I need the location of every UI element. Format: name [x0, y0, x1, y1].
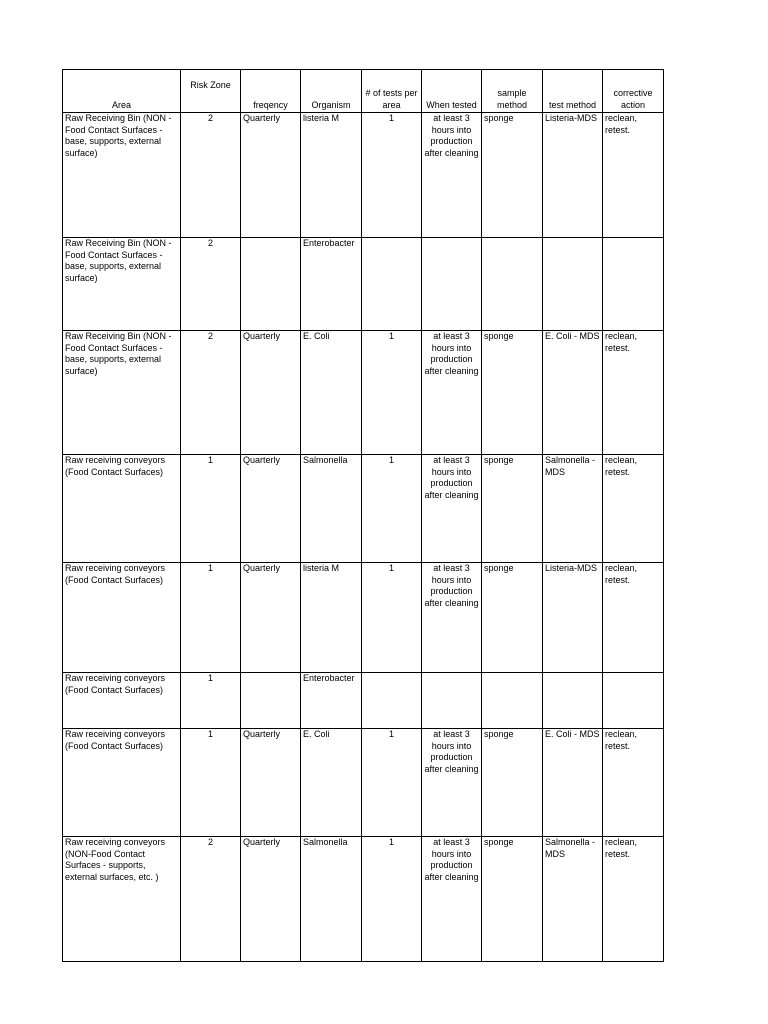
frequency-cell: Quarterly: [241, 837, 301, 962]
header-sample-method: sample method: [482, 70, 543, 113]
tests-cell: 1: [362, 455, 422, 563]
organism-cell: E. Coli: [301, 729, 362, 837]
test-method-cell: Listeria-MDS: [543, 563, 603, 673]
area-cell: Raw receiving conveyors (Food Contact Surfaces): [63, 729, 181, 837]
when-tested-cell: [422, 673, 482, 729]
corrective-action-cell: reclean, retest.: [603, 455, 664, 563]
sample-method-cell: sponge: [482, 563, 543, 673]
area-cell: Raw receiving conveyors (Food Contact Surfaces): [63, 673, 181, 729]
header-area: Area: [63, 70, 181, 113]
tests-cell: 1: [362, 113, 422, 238]
organism-cell: E. Coli: [301, 331, 362, 455]
table-row: [63, 673, 664, 729]
organism-cell: listeria M: [301, 113, 362, 238]
tests-cell: 1: [362, 837, 422, 962]
header-tests-per-area: # of tests per area: [362, 70, 422, 113]
when-tested-cell: at least 3 hours into production after cleaning: [422, 729, 482, 837]
table-row: [63, 563, 664, 673]
organism-cell: Enterobacter: [301, 238, 362, 331]
when-tested-cell: at least 3 hours into production after cleaning: [422, 563, 482, 673]
header-corrective-action: corrective action: [603, 70, 664, 113]
area-cell: Raw Receiving Bin (NON -Food Contact Surfaces - base, supports, external surface): [63, 113, 181, 238]
table-row: [63, 837, 664, 962]
area-cell: Raw receiving conveyors (NON-Food Contact Surfaces - supports, external surfaces, etc. ): [63, 837, 181, 962]
when-tested-cell: [422, 238, 482, 331]
risk-zone-cell: 2: [181, 837, 241, 962]
area-cell: Raw Receiving Bin (NON -Food Contact Surfaces - base, supports, external surface): [63, 331, 181, 455]
test-method-cell: [543, 238, 603, 331]
frequency-cell: Quarterly: [241, 563, 301, 673]
tests-cell: 1: [362, 563, 422, 673]
when-tested-cell: at least 3 hours into production after cleaning: [422, 113, 482, 238]
organism-cell: Salmonella: [301, 837, 362, 962]
area-cell: Raw Receiving Bin (NON -Food Contact Surfaces - base, supports, external surface): [63, 238, 181, 331]
corrective-action-cell: [603, 238, 664, 331]
header-frequency: freqency: [241, 70, 301, 113]
organism-cell: Enterobacter: [301, 673, 362, 729]
tests-cell: 1: [362, 331, 422, 455]
sample-method-cell: sponge: [482, 331, 543, 455]
sample-method-cell: [482, 673, 543, 729]
corrective-action-cell: reclean, retest.: [603, 837, 664, 962]
risk-zone-cell: 2: [181, 113, 241, 238]
table-row: [63, 113, 664, 238]
table-row: [63, 238, 664, 331]
header-test-method: test method: [543, 70, 603, 113]
table-row: [63, 455, 664, 563]
sample-method-cell: sponge: [482, 837, 543, 962]
sample-method-cell: sponge: [482, 729, 543, 837]
corrective-action-cell: [603, 673, 664, 729]
test-method-cell: E. Coli - MDS: [543, 729, 603, 837]
header-row: [63, 70, 664, 113]
sample-method-cell: sponge: [482, 455, 543, 563]
test-method-cell: [543, 673, 603, 729]
when-tested-cell: at least 3 hours into production after cleaning: [422, 837, 482, 962]
table-row: [63, 729, 664, 837]
tests-cell: [362, 673, 422, 729]
test-method-cell: Salmonella - MDS: [543, 837, 603, 962]
frequency-cell: Quarterly: [241, 729, 301, 837]
organism-cell: Salmonella: [301, 455, 362, 563]
area-cell: Raw receiving conveyors (Food Contact Surfaces): [63, 563, 181, 673]
frequency-cell: Quarterly: [241, 455, 301, 563]
risk-zone-cell: 2: [181, 238, 241, 331]
frequency-cell: [241, 673, 301, 729]
sampling-plan-table: [62, 69, 664, 962]
corrective-action-cell: reclean, retest.: [603, 563, 664, 673]
frequency-cell: Quarterly: [241, 331, 301, 455]
frequency-cell: [241, 238, 301, 331]
sample-method-cell: sponge: [482, 113, 543, 238]
organism-cell: listeria M: [301, 563, 362, 673]
test-method-cell: E. Coli - MDS: [543, 331, 603, 455]
test-method-cell: Listeria-MDS: [543, 113, 603, 238]
risk-zone-cell: 1: [181, 673, 241, 729]
tests-cell: [362, 238, 422, 331]
area-cell: Raw receiving conveyors (Food Contact Surfaces): [63, 455, 181, 563]
frequency-cell: Quarterly: [241, 113, 301, 238]
when-tested-cell: at least 3 hours into production after cleaning: [422, 331, 482, 455]
table-row: [63, 331, 664, 455]
risk-zone-cell: 2: [181, 331, 241, 455]
risk-zone-cell: 1: [181, 455, 241, 563]
header-risk-zone: Risk Zone: [181, 70, 241, 113]
risk-zone-cell: 1: [181, 563, 241, 673]
corrective-action-cell: reclean, retest.: [603, 729, 664, 837]
tests-cell: 1: [362, 729, 422, 837]
sample-method-cell: [482, 238, 543, 331]
risk-zone-cell: 1: [181, 729, 241, 837]
corrective-action-cell: reclean, retest.: [603, 113, 664, 238]
header-when-tested: When tested: [422, 70, 482, 113]
when-tested-cell: at least 3 hours into production after cleaning: [422, 455, 482, 563]
header-organism: Organism: [301, 70, 362, 113]
test-method-cell: Salmonella - MDS: [543, 455, 603, 563]
corrective-action-cell: reclean, retest.: [603, 331, 664, 455]
